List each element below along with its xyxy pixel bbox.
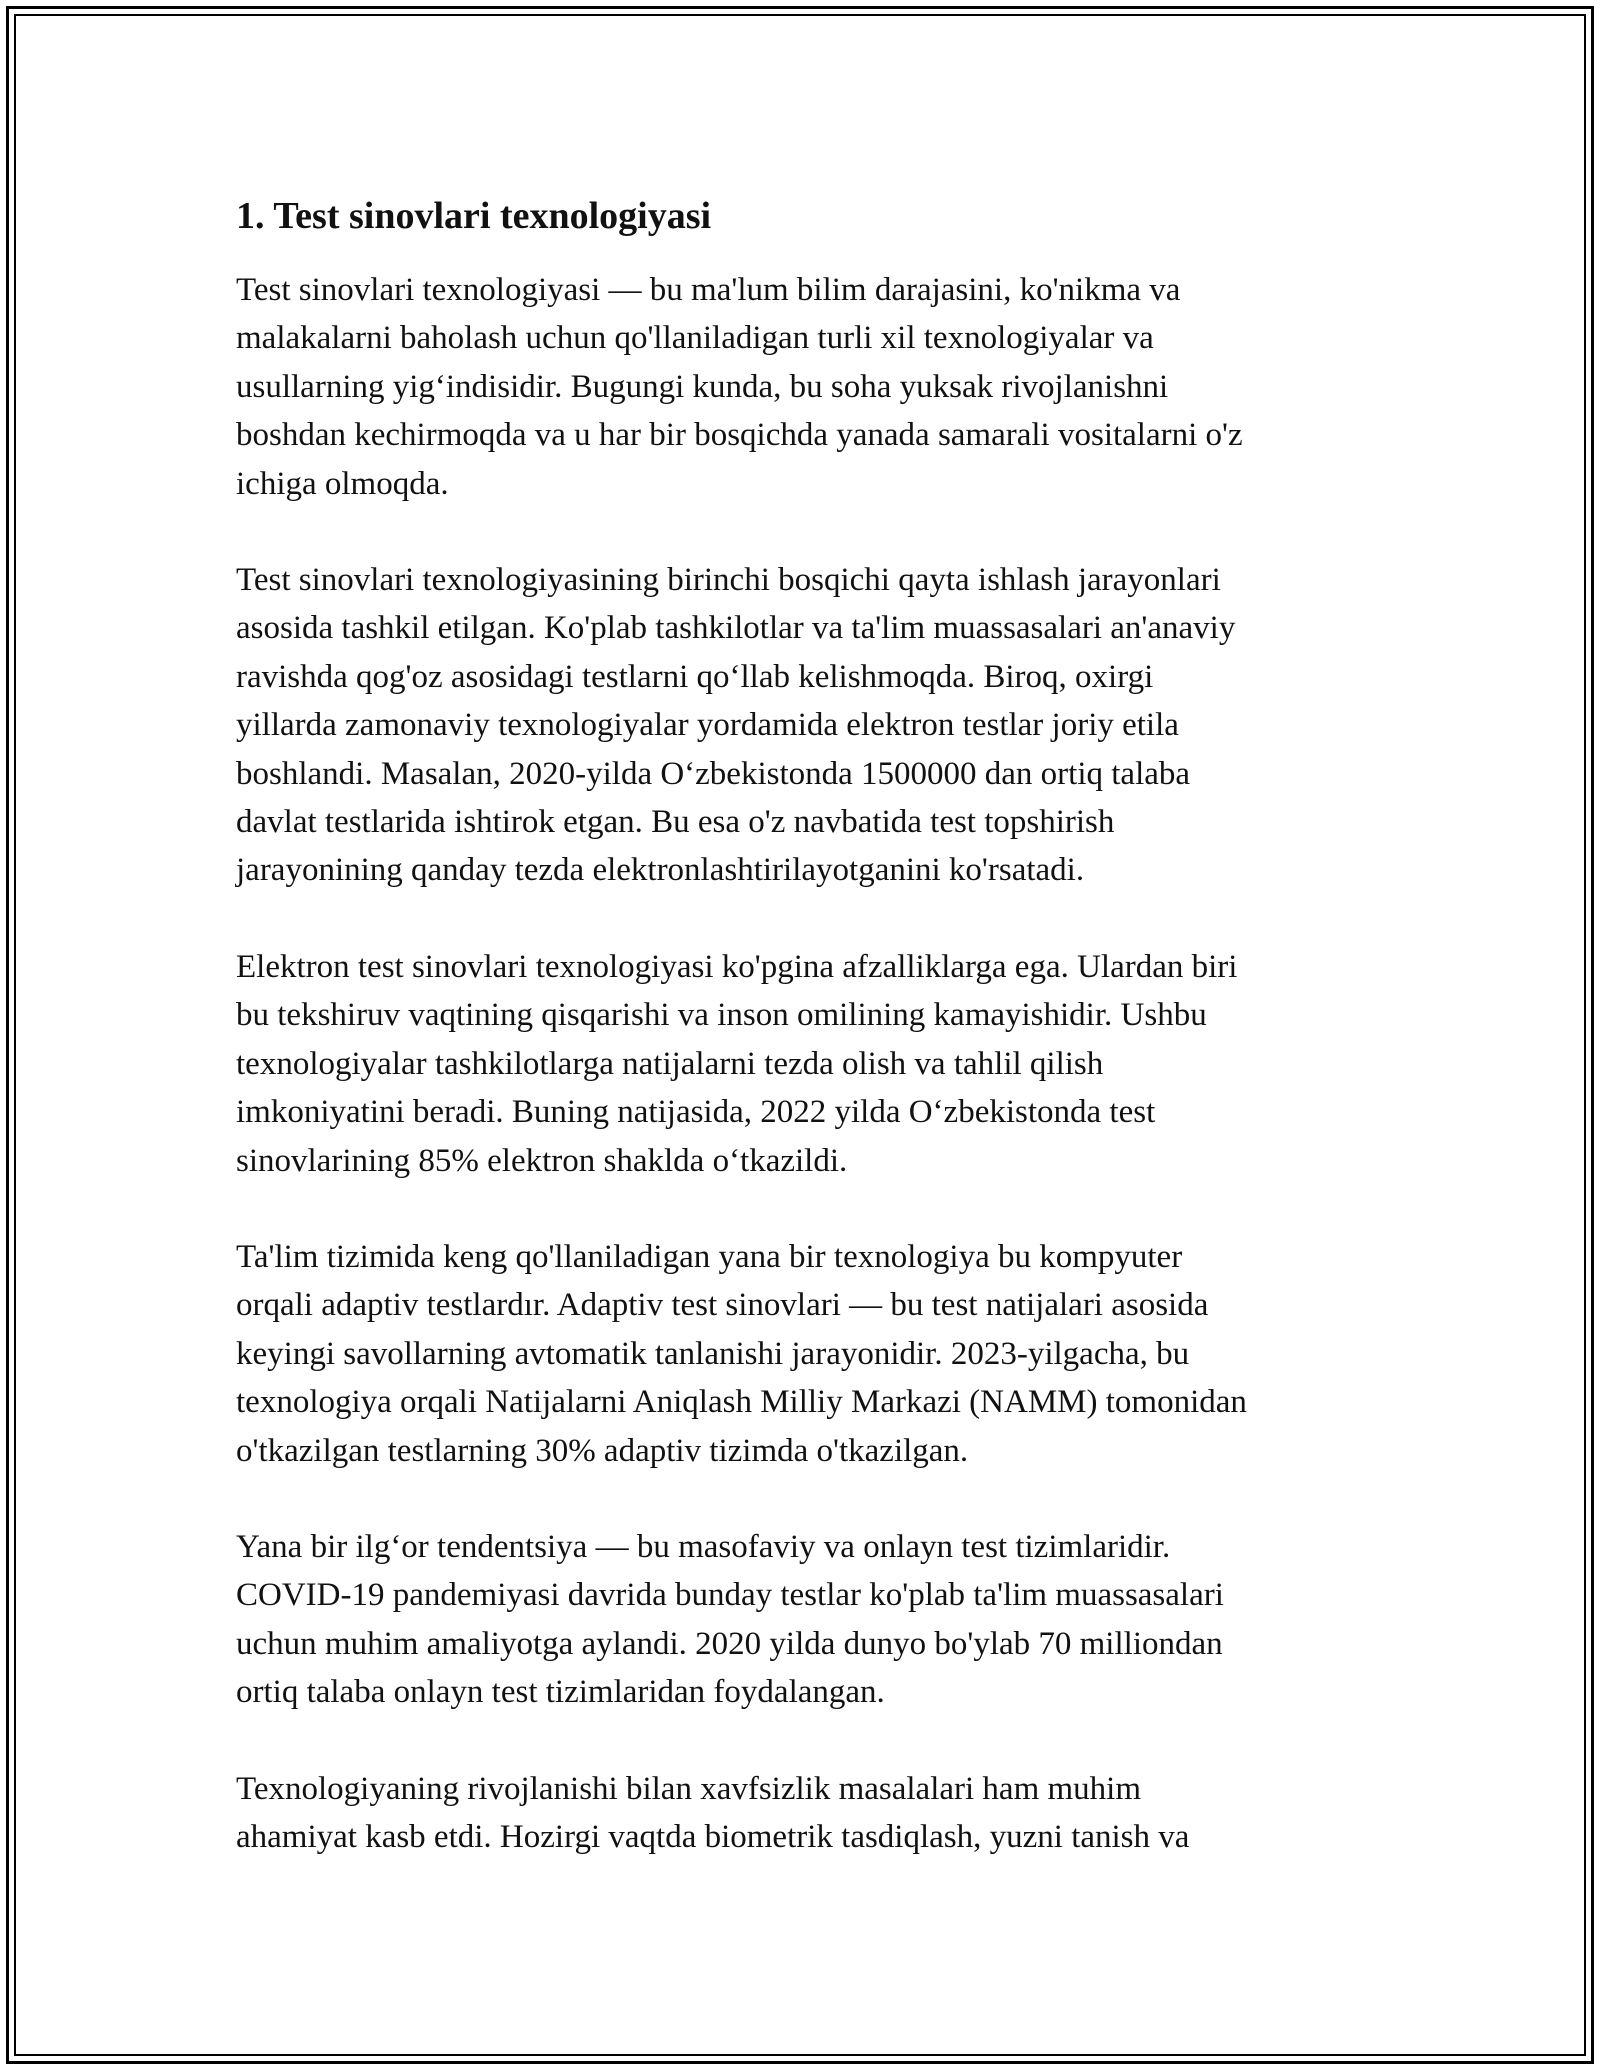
- text-line: ichiga olmoqda.: [236, 465, 449, 502]
- text-line: asosida tashkil etilgan. Ko'plab tashkilotlar va ta'lim muassasalari an'anaviy: [236, 610, 1236, 647]
- text-line: sinovlarining 85% elektron shaklda o‘tkazildi.: [236, 1142, 848, 1179]
- text-line: malakalarni baholash uchun qo'llaniladigan turli xil texnologiyalar va: [236, 320, 1154, 357]
- text-line: boshdan kechirmoqda va u har bir bosqichda yanada samarali vositalarni o'z: [236, 417, 1243, 454]
- document-body: [236, 188, 1376, 1909]
- text-line: o'tkazilgan testlarning 30% adaptiv tizimda o'tkazilgan.: [236, 1432, 969, 1469]
- text-line: boshlandi. Masalan, 2020-yilda O‘zbekistonda 1500000 dan ortiq talaba: [236, 755, 1191, 792]
- text-line: Ta'lim tizimida keng qo'llaniladigan yana bir texnologiya bu kompyuter: [236, 1238, 1183, 1275]
- text-line: texnologiyalar tashkilotlarga natijalarni tezda olish va tahlil qilish: [236, 1045, 1104, 1082]
- text-line: usullarning yig‘indisidir. Bugungi kunda, bu soha yuksak rivojlanishni: [236, 368, 1169, 405]
- text-line: Elektron test sinovlari texnologiyasi ko'pgina afzalliklarga ega. Ulardan biri: [236, 948, 1238, 985]
- paragraph-2: [236, 556, 1376, 895]
- text-line: ahamiyat kasb etdi. Hozirgi vaqtda biometrik tasdiqlash, yuzni tanish va: [236, 1818, 1190, 1855]
- paragraph-5: [236, 1523, 1376, 1717]
- section-heading: 1. Test sinovlari texnologiyasi: [236, 195, 712, 237]
- text-line: Yana bir ilg‘or tendentsiya — bu masofaviy va onlayn test tizimlaridir.: [236, 1528, 1171, 1565]
- text-line: jarayonining qanday tezda elektronlashtirilayotganini ko'rsatadi.: [236, 852, 1085, 889]
- text-line: Texnologiyaning rivojlanishi bilan xavfsizlik masalalari ham muhim: [236, 1770, 1142, 1807]
- text-line: Test sinovlari texnologiyasi — bu ma'lum bilim darajasini, ko'nikma va: [236, 272, 1181, 308]
- text-line: bu tekshiruv vaqtining qisqarishi va inson omilining kamayishidir. Ushbu: [236, 997, 1207, 1034]
- text-line: imkoniyatini beradi. Buning natijasida, 2022 yilda O‘zbekistonda test: [236, 1094, 1156, 1131]
- text-line: davlat testlarida ishtirok etgan. Bu esa o'z navbatida test topshirish: [236, 804, 1115, 841]
- text-line: yillarda zamonaviy texnologiyalar yordamida elektron testlar joriy etila: [236, 707, 1179, 744]
- paragraph-1: [236, 266, 1376, 508]
- text-line: texnologiya orqali Natijalarni Aniqlash Milliy Markazi (NAMM) tomonidan: [236, 1384, 1247, 1421]
- text-line: ravishda qog'oz asosidagi testlarni qo‘llab kelishmoqda. Biroq, oxirgi: [236, 658, 1154, 695]
- text-line: Test sinovlari texnologiyasining birinchi bosqichi qayta ishlash jarayonlari: [236, 562, 1221, 599]
- paragraph-4: [236, 1233, 1376, 1475]
- text-line: ortiq talaba onlayn test tizimlaridan foydalangan.: [236, 1674, 885, 1711]
- text-line: orqali adaptiv testlardır. Adaptiv test sinovlari — bu test natijalari asosida: [236, 1287, 1209, 1324]
- paragraph-3: [236, 943, 1376, 1185]
- text-line: keyingi savollarning avtomatik tanlanishi jarayonidir. 2023-yilgacha, bu: [236, 1335, 1190, 1372]
- text-line: uchun muhim amaliyotga aylandi. 2020 yilda dunyo bo'ylab 70 milliondan: [236, 1625, 1223, 1662]
- paragraph-6: [236, 1765, 1376, 1862]
- text-line: COVID-19 pandemiyasi davrida bunday testlar ko'plab ta'lim muassasalari: [236, 1577, 1224, 1614]
